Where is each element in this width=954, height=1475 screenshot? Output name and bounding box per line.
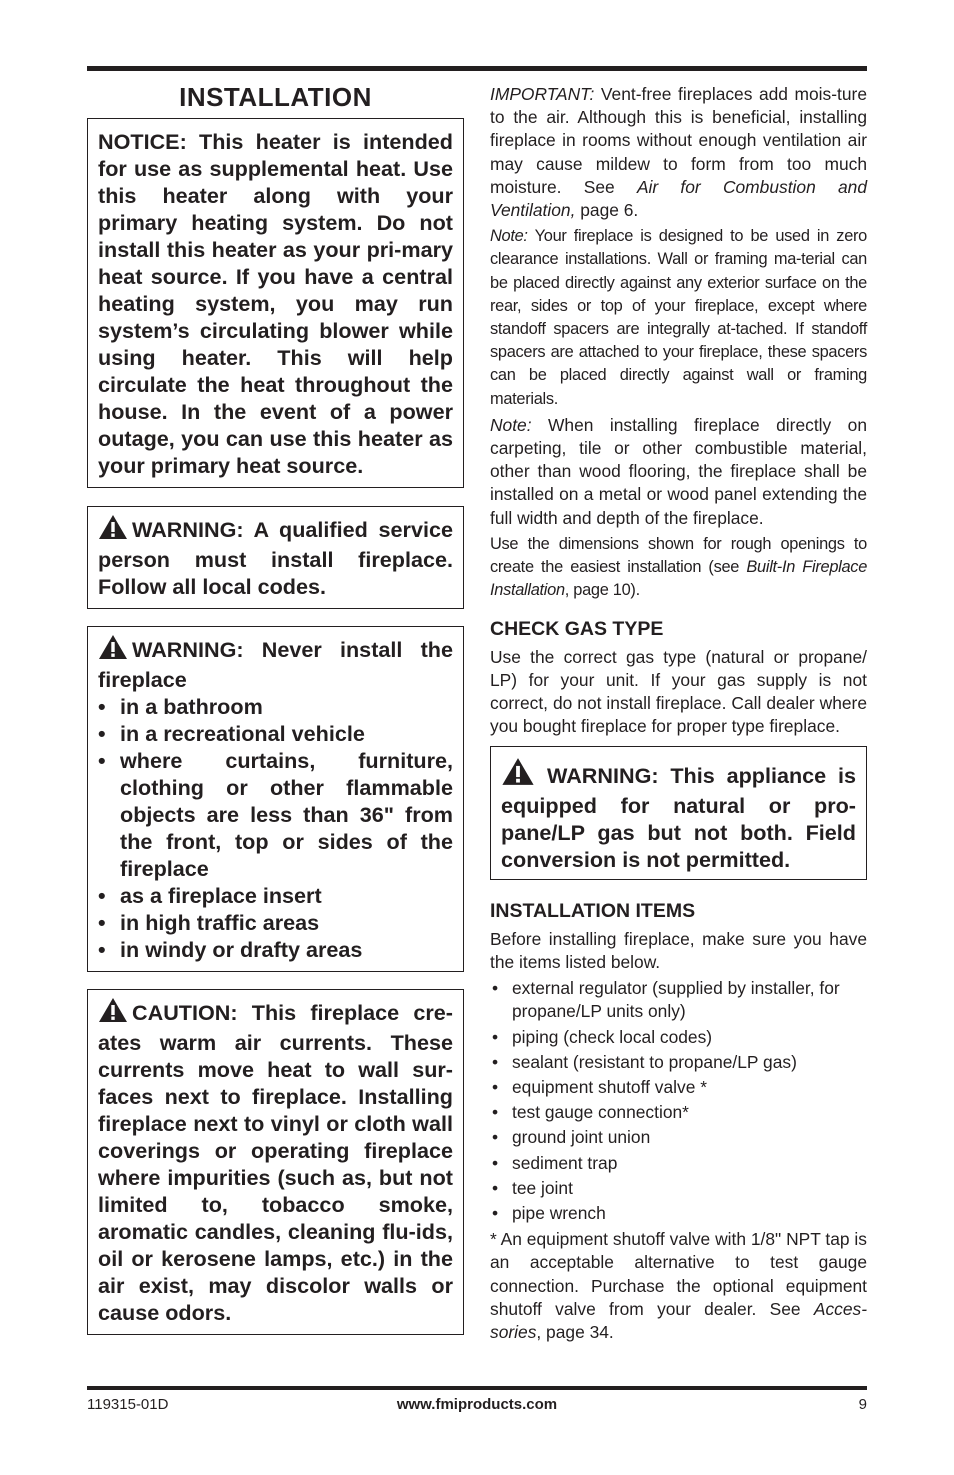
warning-never-list xyxy=(98,693,453,963)
list-item: • in windy or drafty areas xyxy=(98,936,453,963)
footnote-page: , page 34. xyxy=(536,1321,614,1342)
list-item: • as a fireplace insert xyxy=(98,882,453,909)
important-ref: Air for Combustion and Ventilation, xyxy=(490,176,868,221)
important-label: IMPORTANT: xyxy=(490,84,595,104)
bottom-rule xyxy=(87,1386,867,1390)
installation-items-intro: Before installing fireplace, make sure you have the items listed below. xyxy=(490,928,867,972)
list-item: • sealant (resistant to propane/LP gas) xyxy=(490,1051,867,1074)
footnote-ref: Acces-sories xyxy=(490,1298,867,1342)
installation-items-heading: INSTALLATION ITEMS xyxy=(490,900,696,923)
caution-text: CAUTION: This fireplace cre-ates warm air currents. These currents move heat to wall sur-faces next to fireplace. Installing fireplace next to vinyl or cloth wall coverings or operating fireplace where impurities (such as, but not limited to, tobacco smoke, aromatic candles, cleaning flu-ids, oil or kerosene lamps, etc.) in the air exist, may discolor walls or cause odors. xyxy=(98,1000,453,1325)
caution-box xyxy=(87,989,464,1335)
notice-box xyxy=(87,118,464,488)
warning-never-box xyxy=(87,626,464,972)
warning-service-text: WARNING: A qualified service person must install fireplace. Follow all local codes. xyxy=(98,517,453,599)
notice-text: NOTICE: This heater is intended for use as supplemental heat. Use this heater along with your primary heating system. Do not install this heater as your pri-mary heat source. If you have a central heating system, you may run system’s circulating blower while using heater. This will help circulate the heat throughout the house. In the event of a power outage, you can use this heater as your primary heat source. xyxy=(98,129,453,478)
warning-never-heading: WARNING: Never install the fireplace xyxy=(98,637,453,692)
dimensions-page: , page 10). xyxy=(564,581,640,600)
warning-triangle-icon xyxy=(501,757,535,792)
note-clearance-paragraph xyxy=(490,225,867,411)
right-column xyxy=(490,83,867,1347)
list-item: • in a recreational vehicle xyxy=(98,720,453,747)
note-label: Note: xyxy=(490,227,528,246)
note-carpet-paragraph xyxy=(490,414,867,530)
list-item: • pipe wrench xyxy=(490,1202,867,1225)
list-item: • equipment shutoff valve * xyxy=(490,1076,867,1099)
list-item: • sediment trap xyxy=(490,1152,867,1175)
important-text: Vent-free fireplaces add mois-ture to the air. Although this is beneficial, installing fireplace in rooms without enough ventilation air may cause mildew to form from too much moisture. See xyxy=(490,84,867,197)
footnote-text: * An equipment shutoff valve with 1/8" NPT tap is an acceptable alternative to test gauge connection. Purchase the optional equipment shutoff valve from your dealer. See xyxy=(490,1229,867,1319)
important-page: page 6. xyxy=(575,200,639,221)
warning-triangle-icon xyxy=(98,514,128,546)
note-label: Note: xyxy=(490,414,532,435)
dimensions-text: Use the dimensions shown for rough openings to create the easiest installation (see xyxy=(490,534,867,577)
note-clearance-text: Your fireplace is designed to be used in zero clearance installations. Wall or framing ma-terial can be placed directly against any exterior surface on the rear, sides or top of your fireplace, except where standoff spacers are integrally at-tached. If standoff spacers are attached to your fireplace, these spacers can be placed directly against wall or framing materials. xyxy=(490,227,867,408)
list-item: • test gauge connection* xyxy=(490,1101,867,1124)
list-item: • tee joint xyxy=(490,1177,867,1200)
warning-service-box xyxy=(87,506,464,609)
warning-triangle-icon xyxy=(98,634,128,666)
check-gas-text: Use the correct gas type (natural or propane/ LP) for your unit. If your gas supply is not correct, do not install fireplace. Call dealer where you bought fireplace for proper type fireplace. xyxy=(490,646,867,737)
list-item: • where curtains, furniture, clothing or other flammable objects are less than 36" from the front, top or sides of the fireplace xyxy=(98,747,453,882)
list-item: • piping (check local codes) xyxy=(490,1026,867,1049)
dimensions-ref: Built-In Fireplace Installation xyxy=(490,558,868,600)
page-number: 9 xyxy=(858,1396,867,1413)
gas-warning-box xyxy=(490,746,867,880)
installation-items-list xyxy=(490,977,867,1225)
section-title: INSTALLATION xyxy=(179,82,372,112)
website-link[interactable]: www.fmiproducts.com xyxy=(396,1396,558,1413)
footnote-paragraph xyxy=(490,1228,867,1344)
list-item: • in a bathroom xyxy=(98,693,453,720)
dimensions-paragraph xyxy=(490,533,867,603)
left-column xyxy=(87,80,464,1335)
top-rule xyxy=(87,66,867,71)
doc-number: 119315-01D xyxy=(87,1396,169,1413)
gas-warning-text: WARNING: This appliance is equipped for natural or pro-pane/LP gas but not both. Field conversion is not permitted. xyxy=(501,763,856,873)
list-item: • ground joint union xyxy=(490,1126,867,1149)
warning-triangle-icon xyxy=(98,997,128,1029)
list-item: • external regulator (supplied by installer, for propane/LP units only) xyxy=(490,977,867,1023)
list-item: • in high traffic areas xyxy=(98,909,453,936)
important-paragraph xyxy=(490,83,867,222)
note-carpet-text: When installing fireplace directly on carpeting, tile or other combustible material, other than wood flooring, the fireplace shall be installed on a metal or wood panel extending the full width and depth of the fireplace. xyxy=(490,414,867,528)
check-gas-heading: CHECK GAS TYPE xyxy=(490,618,664,641)
